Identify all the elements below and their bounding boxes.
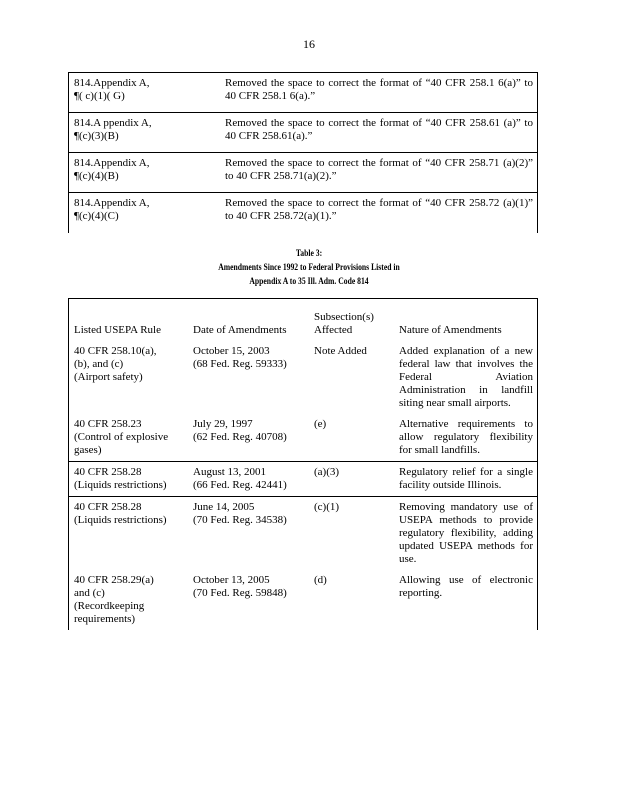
- header-nature: Nature of Amendments: [394, 299, 538, 342]
- caption-line: Appendix A to 35 Ill. Adm. Code 814: [249, 276, 369, 286]
- page-number: 16: [303, 37, 315, 51]
- table-row: [69, 414, 538, 462]
- subsection-cell: (e): [309, 414, 394, 462]
- subsection-cell: (a)(3): [309, 462, 394, 497]
- date-cell: July 29, 1997 (62 Fed. Reg. 40708): [188, 414, 309, 462]
- header-subsection: Subsection(s) Affected: [309, 299, 394, 342]
- table-row: [69, 462, 538, 497]
- section-cell: 814.Appendix A, ¶( c)(1)( G): [69, 73, 221, 113]
- rule-cell: 40 CFR 258.28 (Liquids restrictions): [69, 462, 189, 497]
- nature-cell: Allowing use of electronic reporting.: [394, 570, 538, 630]
- nature-cell: Alternative requirements to allow regulatory flexibility for small landfills.: [394, 414, 538, 462]
- section-cell: 814.A ppendix A, ¶(c)(3)(B): [69, 113, 221, 153]
- table-row: [69, 73, 538, 113]
- section-cell: 814.Appendix A, ¶(c)(4)(C): [69, 193, 221, 233]
- table-row: [69, 113, 538, 153]
- date-cell: August 13, 2001 (66 Fed. Reg. 42441): [188, 462, 309, 497]
- rule-cell: 40 CFR 258.10(a), (b), and (c) (Airport safety): [69, 341, 189, 414]
- amendments-table: [68, 298, 538, 630]
- rule-cell: 40 CFR 258.23 (Control of explosive gases): [69, 414, 189, 462]
- subsection-cell: Note Added: [314, 345, 367, 357]
- date-cell: October 15, 2003 (68 Fed. Reg. 59333): [193, 345, 287, 370]
- caption-line: Amendments Since 1992 to Federal Provisions Listed in: [218, 262, 400, 272]
- description-cell: Removed the space to correct the format of “40 CFR 258.72 (a)(1)” to 40 CFR 258.72(a)(1).”: [220, 193, 538, 233]
- table-row: [69, 341, 538, 414]
- nature-cell: Added explanation of a new federal law that involves the Federal Aviation Administration in landfill siting near small airports.: [394, 341, 538, 414]
- date-cell: October 13, 2005 (70 Fed. Reg. 59848): [193, 574, 287, 599]
- header-date: Date of Amendments: [188, 299, 309, 342]
- date-cell: June 14, 2005 (70 Fed. Reg. 34538): [193, 501, 287, 526]
- table-row: [69, 497, 538, 571]
- description-cell: Removed the space to correct the format of “40 CFR 258.1 6(a)” to 40 CFR 258.1 6(a).”: [220, 73, 538, 113]
- nature-cell: Regulatory relief for a single facility outside Illinois.: [394, 462, 538, 497]
- header-row: [69, 299, 538, 342]
- header-rule: Listed USEPA Rule: [69, 299, 189, 342]
- nature-cell: Removing mandatory use of USEPA methods to provide regulatory flexibility, adding updated USEPA methods for use.: [394, 497, 538, 571]
- caption-title: Table 3:: [295, 248, 323, 258]
- format-corrections-table: [68, 72, 538, 233]
- description-cell: Removed the space to correct the format of “40 CFR 258.61 (a)” to 40 CFR 258.61(a).”: [220, 113, 538, 153]
- rule-cell: 40 CFR 258.28 (Liquids restrictions): [69, 497, 189, 571]
- table-row: [69, 193, 538, 233]
- description-cell: Removed the space to correct the format of “40 CFR 258.71 (a)(2)” to 40 CFR 258.71(a)(2).”: [220, 153, 538, 193]
- table-caption: [46, 246, 571, 288]
- rule-cell: 40 CFR 258.29(a) and (c) (Recordkeeping requirements): [69, 570, 189, 630]
- subsection-cell: (c)(1): [314, 501, 340, 513]
- table-row: [69, 153, 538, 193]
- table-row: [69, 570, 538, 630]
- subsection-cell: (d): [314, 574, 327, 586]
- section-cell: 814.Appendix A, ¶(c)(4)(B): [69, 153, 221, 193]
